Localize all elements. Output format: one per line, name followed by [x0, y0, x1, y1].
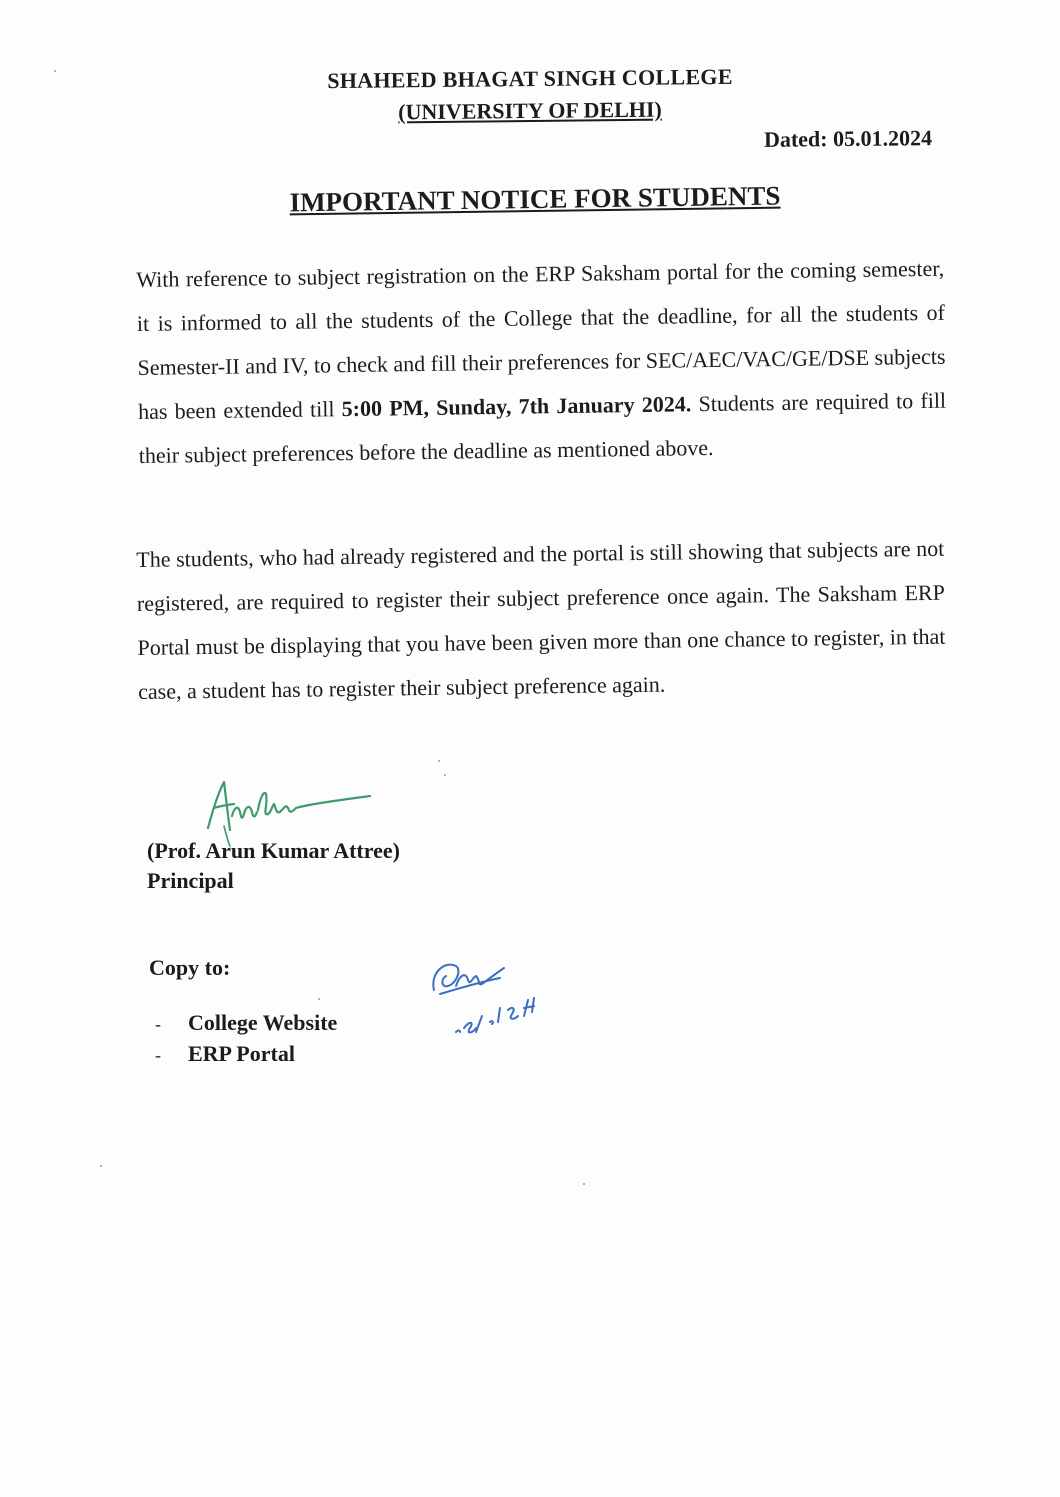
scan-speck — [318, 998, 320, 1000]
deadline-text: 5:00 PM, Sunday, 7th January 2024. — [341, 391, 692, 422]
copy-to-list — [155, 1008, 337, 1070]
copy-item-label: College Website — [188, 1010, 338, 1035]
notice-title: IMPORTANT NOTICE FOR STUDENTS — [289, 180, 781, 218]
scan-speck — [438, 760, 440, 762]
scan-speck — [444, 774, 446, 776]
copy-item-erp-portal — [155, 1039, 337, 1070]
dash-bullet: - — [155, 1014, 161, 1034]
dash-bullet: - — [155, 1045, 161, 1065]
scan-speck — [54, 70, 56, 72]
scan-speck — [100, 1165, 102, 1167]
notice-paragraph-2: The students, who had already registered and the portal is still showing that subjects are not registered, are required to register their subject preference once again. The Saksham ERP Portal must be displaying that you have been given more than one chance to register, in that case, a student has to register their subject preference again. — [136, 535, 946, 704]
notice-date: Dated: 05.01.2024 — [763, 125, 933, 152]
copy-item-label: ERP Portal — [188, 1041, 295, 1066]
signatory-name: (Prof. Arun Kumar Attree) — [147, 838, 400, 863]
signatory-designation: Principal — [147, 868, 234, 893]
scan-speck — [583, 1183, 585, 1185]
notice-paragraph-1 — [136, 247, 947, 478]
copy-to-label: Copy to: — [149, 955, 231, 980]
college-name: SHAHEED BHAGAT SINGH COLLEGE — [327, 63, 733, 94]
paragraph-1-text-b: Students are required to fill their subject preferences before the deadline as mentioned above. — [138, 387, 947, 468]
copy-item-college-website — [155, 1008, 337, 1039]
university-name: (UNIVERSITY OF DELHI) — [398, 96, 662, 125]
paragraph-1-text-a: With reference to subject registration on the ERP Saksham portal for the coming semester, it is informed to all the students of the College that the deadline, for all the students of Semester-II and IV, to check and fill their preferences for SEC/AEC/VAC/GE/DSE subjects has been extended till — [136, 255, 946, 424]
handwritten-initials — [420, 950, 570, 1040]
principal-signature — [200, 768, 390, 848]
